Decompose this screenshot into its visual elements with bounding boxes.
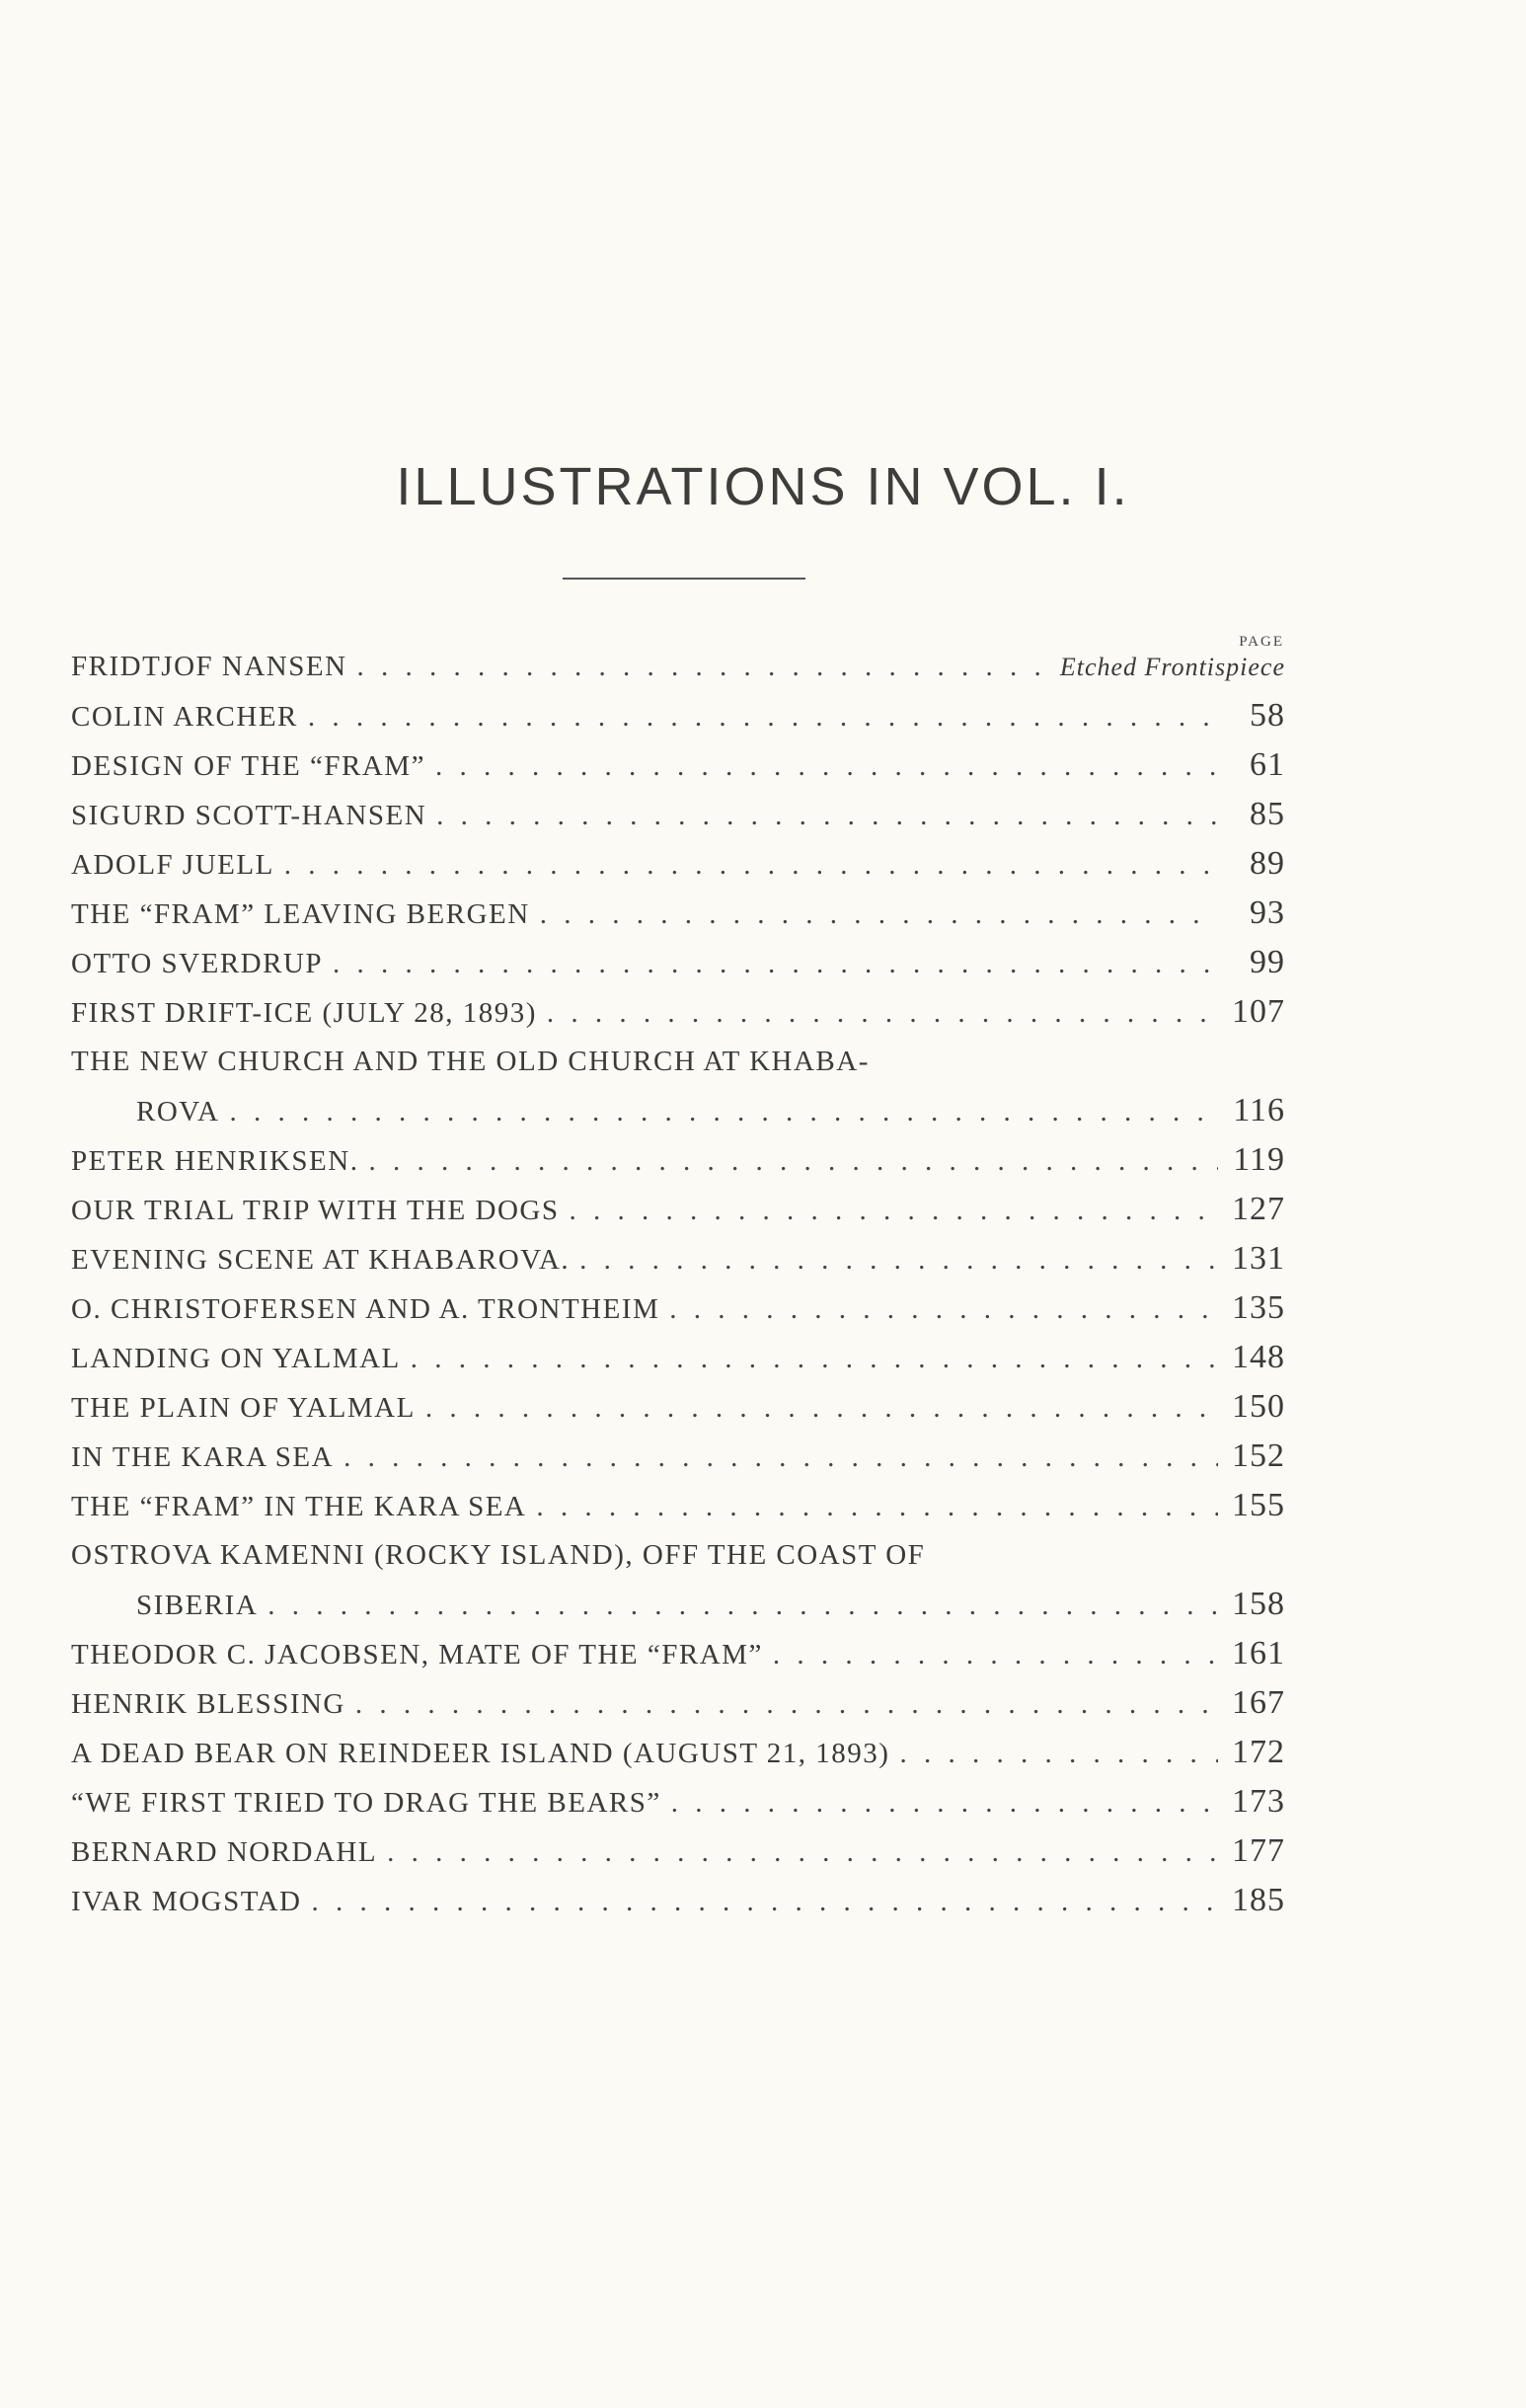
entry-page: 152: [1232, 1437, 1285, 1474]
entry-page: 158: [1232, 1586, 1285, 1622]
dot-leader: [219, 1087, 1218, 1136]
list-item: [71, 1728, 1285, 1777]
list-item: [71, 1777, 1285, 1826]
entry-page: 107: [1232, 993, 1285, 1030]
entry-label: OSTROVA KAMENNI (ROCKY ISLAND), OFF THE COAST OF: [71, 1539, 926, 1571]
entry-label: OUR TRIAL TRIP WITH THE DOGS: [71, 1195, 560, 1226]
list-item: [71, 691, 1285, 740]
entry-page: Etched Frontispiece: [1059, 653, 1285, 681]
dot-leader: [530, 890, 1218, 939]
dot-leader: [570, 1235, 1218, 1284]
entry-label: PETER HENRIKSEN.: [71, 1145, 359, 1177]
entry-page: 119: [1233, 1141, 1285, 1178]
entry-page: 148: [1232, 1339, 1285, 1375]
dot-leader: [258, 1581, 1218, 1630]
entry-page: 172: [1232, 1734, 1285, 1770]
entry-label: THE PLAIN OF YALMAL: [71, 1392, 416, 1424]
list-item: [71, 1135, 1285, 1185]
dot-leader: [559, 1186, 1218, 1235]
list-item: [71, 1530, 1285, 1629]
dot-leader: [323, 939, 1218, 988]
entry-label: HENRIK BLESSING: [71, 1688, 345, 1720]
list-item: [71, 1185, 1285, 1234]
entry-label: ADOLF JUELL: [71, 849, 274, 881]
entry-label: DESIGN OF THE “FRAM”: [71, 750, 425, 782]
entry-label: FRIDTJOF NANSEN: [71, 651, 347, 682]
page-title: ILLUSTRATIONS IN VOL. I.: [396, 457, 1130, 516]
entry-label: LANDING ON YALMAL: [71, 1343, 401, 1374]
list-item: [71, 1876, 1285, 1925]
entry-label: A DEAD BEAR ON REINDEER ISLAND (AUGUST 21, 1893): [71, 1738, 890, 1769]
dot-leader: [345, 1679, 1218, 1729]
entry-label-continued: ROVA: [136, 1096, 220, 1127]
entry-page: 135: [1232, 1289, 1285, 1326]
list-item: [71, 1678, 1285, 1728]
entry-label: THE NEW CHURCH AND THE OLD CHURCH AT KHABA-: [71, 1046, 870, 1077]
dot-leader: [347, 642, 1052, 691]
list-item: [71, 839, 1285, 889]
title-rule: [563, 578, 805, 580]
entry-label: O. CHRISTOFERSEN AND A. TRONTHEIM: [71, 1293, 660, 1325]
dot-leader: [334, 1433, 1218, 1482]
list-item: [71, 790, 1285, 839]
dot-leader: [298, 692, 1218, 741]
dot-leader: [425, 741, 1218, 791]
entry-page: 161: [1232, 1635, 1285, 1671]
entry-label-continued: SIBERIA: [136, 1590, 259, 1621]
entry-label: BERNARD NORDAHL: [71, 1836, 378, 1868]
list-item: [71, 1432, 1285, 1481]
list-item: [71, 1826, 1285, 1876]
entry-label: THE “FRAM” LEAVING BERGEN: [71, 898, 530, 930]
dot-leader: [358, 1136, 1218, 1186]
dot-leader: [416, 1383, 1218, 1433]
entry-label: EVENING SCENE AT KHABAROVA.: [71, 1244, 571, 1276]
dot-leader: [537, 988, 1218, 1038]
entry-label: “WE FIRST TRIED TO DRAG THE BEARS”: [71, 1787, 661, 1819]
entry-label: IVAR MOGSTAD: [71, 1886, 302, 1917]
entry-page: 167: [1232, 1684, 1285, 1721]
entry-label: COLIN ARCHER: [71, 701, 298, 733]
entry-label: FIRST DRIFT-ICE (JULY 28, 1893): [71, 997, 537, 1029]
entry-page: 116: [1233, 1092, 1285, 1128]
list-item: [71, 987, 1285, 1037]
entry-page: 177: [1232, 1832, 1285, 1869]
dot-leader: [377, 1827, 1218, 1877]
list-item: [71, 889, 1285, 938]
entry-page: 173: [1232, 1783, 1285, 1820]
dot-leader: [889, 1729, 1218, 1778]
list-item: [71, 1333, 1285, 1382]
entry-page: 61: [1250, 746, 1285, 783]
entry-page: 185: [1232, 1882, 1285, 1918]
illustrations-list: [71, 642, 1285, 1925]
dot-leader: [763, 1630, 1218, 1679]
list-item: [71, 938, 1285, 987]
entry-page: 93: [1250, 894, 1285, 931]
entry-page: 127: [1232, 1191, 1285, 1227]
dot-leader: [526, 1482, 1218, 1531]
list-item: [71, 1037, 1285, 1135]
entry-page: 150: [1232, 1388, 1285, 1425]
entry-label: THE “FRAM” IN THE KARA SEA: [71, 1491, 527, 1522]
list-item: [71, 1283, 1285, 1333]
entry-label: IN THE KARA SEA: [71, 1441, 335, 1473]
dot-leader: [426, 791, 1218, 840]
entry-page: 155: [1232, 1487, 1285, 1523]
dot-leader: [301, 1877, 1218, 1926]
entry-page: 58: [1250, 697, 1285, 734]
entry-page: 99: [1250, 944, 1285, 980]
dot-leader: [661, 1778, 1218, 1827]
entry-page: 89: [1250, 845, 1285, 882]
list-item: [71, 1629, 1285, 1678]
dot-leader: [401, 1334, 1218, 1383]
dot-leader: [659, 1284, 1218, 1334]
list-item: [71, 740, 1285, 790]
entry-label: OTTO SVERDRUP: [71, 948, 324, 979]
list-item: [71, 1481, 1285, 1530]
list-item: [71, 1382, 1285, 1432]
dot-leader: [274, 840, 1218, 890]
list-item: [71, 1234, 1285, 1283]
entry-label: SIGURD SCOTT-HANSEN: [71, 800, 427, 831]
page-column-label: PAGE: [1239, 634, 1284, 650]
entry-page: 85: [1250, 796, 1285, 832]
list-item: [71, 642, 1285, 691]
entry-page: 131: [1232, 1240, 1285, 1277]
entry-label: THEODOR C. JACOBSEN, MATE OF THE “FRAM”: [71, 1639, 763, 1670]
